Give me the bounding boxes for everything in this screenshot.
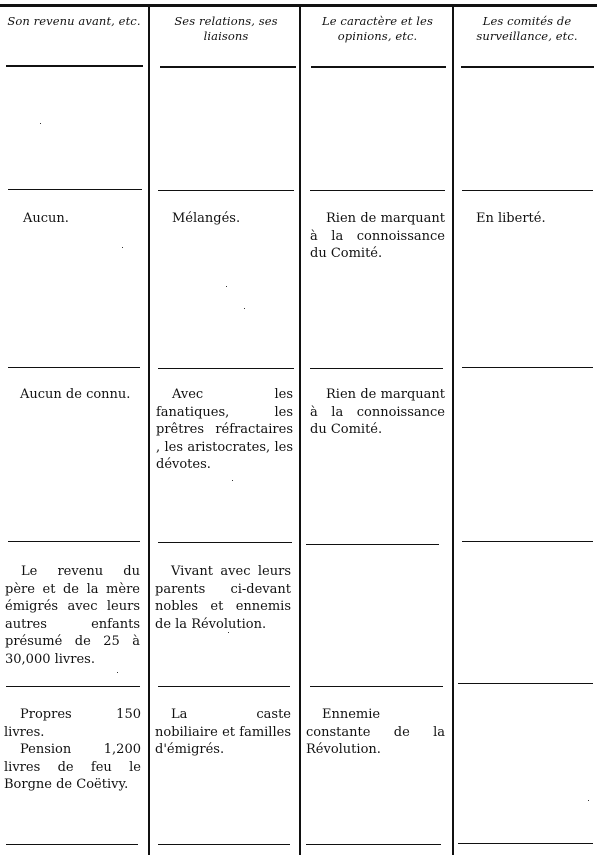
row2-revenu: Aucun de connu. xyxy=(20,387,131,402)
print-speck xyxy=(232,480,233,481)
row2-relations: Avec les fanatiques, les prêtres réfractaires , les aristocrates, les dévotes. xyxy=(156,387,293,472)
row-rule xyxy=(306,844,441,845)
row2-caractere: Rien de marquant à la connoissance du Comité. xyxy=(310,387,445,437)
row-rule xyxy=(462,541,593,542)
column-divider xyxy=(299,5,301,855)
header-caractere: Le caractère et les opinions, etc. xyxy=(322,14,433,43)
header-revenu: Son revenu avant, etc. xyxy=(7,14,141,28)
header-rule xyxy=(6,65,143,67)
print-speck xyxy=(244,308,245,309)
row-rule xyxy=(8,367,140,368)
print-speck xyxy=(228,632,229,633)
header-rule xyxy=(461,66,594,68)
row3-relations: Vivant avec leurs parents ci-devant nobles et ennemis de la Révolution. xyxy=(155,564,291,632)
row-rule xyxy=(158,844,290,845)
row-rule xyxy=(462,367,593,368)
header-comites: Les comités de surveillance, etc. xyxy=(476,14,578,43)
row-rule xyxy=(458,843,593,844)
row-rule xyxy=(158,686,290,687)
row4-caractere: Ennemie constante de la Révolution. xyxy=(306,707,445,757)
row-rule xyxy=(458,683,593,684)
row-rule xyxy=(6,844,138,845)
row-rule xyxy=(6,686,140,687)
row1-comites: En liberté. xyxy=(476,211,546,226)
row-rule xyxy=(158,542,292,543)
row3-revenu: Le revenu du père et de la mère émigrés avec leurs autres enfants présumé de 25 à 30,000 livres. xyxy=(5,564,140,667)
row4-relations: La caste nobiliaire et familles d'émigrés. xyxy=(155,707,291,757)
column-divider xyxy=(148,5,150,855)
row-rule xyxy=(158,190,294,191)
row1-caractere: Rien de marquant à la connoissance du Comité. xyxy=(310,211,445,261)
print-speck xyxy=(40,123,41,124)
row1-revenu: Aucun. xyxy=(23,211,69,226)
row-rule xyxy=(8,541,140,542)
print-speck xyxy=(122,247,123,248)
row4-revenu-1: Propres 150 livres. xyxy=(4,707,141,740)
row-rule xyxy=(8,189,142,190)
column-divider xyxy=(452,5,454,855)
header-relations: Ses relations, ses liaisons xyxy=(174,14,278,43)
header-rule xyxy=(160,66,296,68)
row-rule xyxy=(310,368,443,369)
row-rule xyxy=(462,190,593,191)
row-rule xyxy=(306,544,439,545)
row1-relations: Mélangés. xyxy=(172,211,241,226)
row4-revenu-2: Pension 1,200 livres de feu le Borgne de Coëtivy. xyxy=(4,742,141,792)
header-rule xyxy=(311,66,446,68)
row-rule xyxy=(310,686,443,687)
print-speck xyxy=(117,672,118,673)
row-rule xyxy=(158,368,294,369)
print-speck xyxy=(588,800,589,801)
print-speck xyxy=(226,286,227,287)
row-rule xyxy=(310,190,445,191)
